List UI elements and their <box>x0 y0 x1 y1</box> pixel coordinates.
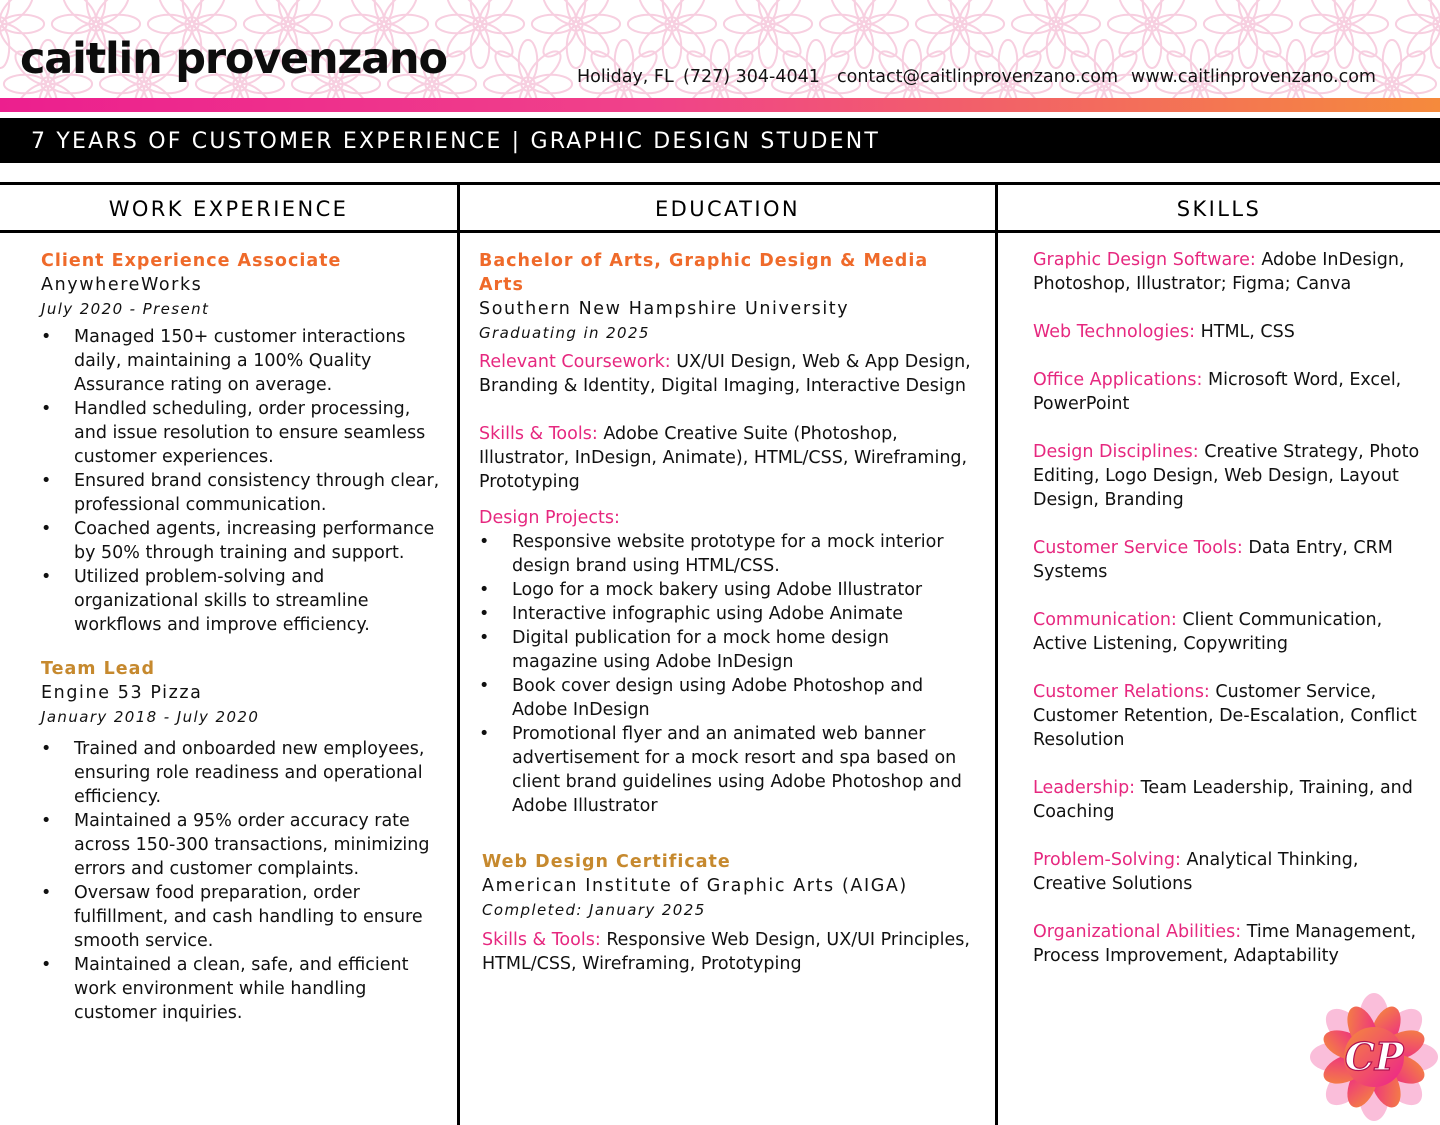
job-company: AnywhereWorks <box>41 275 203 295</box>
degree-tools <box>479 422 979 494</box>
flower-icon <box>1396 0 1440 68</box>
job-title: Client Experience Associate <box>41 251 342 271</box>
skill-value: Adobe InDesign, Photoshop, Illustrator; Figma; Canva <box>1033 250 1405 294</box>
degree-dates: Graduating in 2025 <box>479 324 650 342</box>
education-column <box>479 249 979 976</box>
skill-label: Leadership: <box>1033 778 1136 798</box>
tools-label: Skills & Tools: <box>482 930 601 950</box>
certificate-title: Web Design Certificate <box>482 852 731 872</box>
skill-group <box>1033 680 1428 752</box>
column-divider-right <box>995 182 998 1125</box>
skill-value: Data Entry, CRM Systems <box>1033 538 1393 582</box>
skill-label: Communication: <box>1033 610 1177 630</box>
skill-label: Problem-Solving: <box>1033 850 1181 870</box>
skill-value: Customer Service, Customer Retention, De-Escalation, Conflict Resolution <box>1033 682 1417 750</box>
flower-icon <box>1012 0 1100 68</box>
cp-monogram-logo <box>1310 993 1438 1121</box>
column-divider-left <box>457 182 460 1125</box>
job-title: Team Lead <box>41 659 155 679</box>
job-dates: January 2018 - July 2020 <box>41 708 260 726</box>
skill-value: Analytical Thinking, Creative Solutions <box>1033 850 1359 894</box>
work-experience-heading: WORK EXPERIENCE <box>108 197 349 221</box>
job-bullets <box>41 325 446 637</box>
header-gradient-bar <box>0 98 1440 112</box>
skill-label: Web Technologies: <box>1033 322 1196 342</box>
contact-phone[interactable]: (727) 304-4041 <box>683 67 820 87</box>
skill-label: Design Disciplines: <box>1033 442 1199 462</box>
skill-group <box>1033 776 1428 824</box>
job-bullets <box>41 737 446 1025</box>
projects-list <box>479 530 979 818</box>
skill-label: Customer Service Tools: <box>1033 538 1243 558</box>
list-item: • Trained and onboarded new employees, ensuring role readiness and operational efficiency. <box>41 737 446 809</box>
list-item: • Oversaw food preparation, order fulfillment, and cash handling to ensure smooth service. <box>41 881 446 953</box>
skill-label: Office Applications: <box>1033 370 1203 390</box>
coursework-value: UX/UI Design, Web & App Design, Branding & Identity, Digital Imaging, Interactive Design <box>479 352 971 396</box>
skill-group <box>1033 848 1428 896</box>
flower-icon <box>916 0 1004 68</box>
degree-entry <box>479 249 979 818</box>
certificate-entry <box>479 850 979 976</box>
tools-label: Skills & Tools: <box>479 424 598 444</box>
tools-value: Adobe Creative Suite (Photoshop, Illustrator, InDesign, Animate), HTML/CSS, Wireframing, Prototyping <box>479 424 968 492</box>
job-entry <box>41 657 446 1025</box>
flower-icon <box>1300 0 1388 68</box>
list-item: • Book cover design using Adobe Photoshop and Adobe InDesign <box>479 674 979 722</box>
skill-group <box>1033 368 1428 416</box>
skills-column <box>1033 248 1428 992</box>
skill-group <box>1033 248 1428 296</box>
skill-value: Microsoft Word, Excel, PowerPoint <box>1033 370 1402 414</box>
flower-icon <box>532 0 620 68</box>
coursework <box>479 350 979 398</box>
list-item: • Interactive infographic using Adobe Animate <box>479 602 979 626</box>
certificate-dates: Completed: January 2025 <box>482 901 706 919</box>
skill-value: Team Leadership, Training, and Coaching <box>1033 778 1413 822</box>
contact-email[interactable]: contact@caitlinprovenzano.com <box>837 67 1119 87</box>
list-item: • Promotional flyer and an animated web banner advertisement for a mock resort and spa based on client brand guidelines using Adobe Photoshop and Adobe Illustrator <box>479 722 979 818</box>
flower-icon <box>1108 0 1196 68</box>
contact-location: Holiday, FL <box>577 67 674 87</box>
skills-heading: SKILLS <box>1176 197 1262 221</box>
flower-icon <box>724 0 812 68</box>
flower-icon <box>484 40 572 98</box>
degree-title: Bachelor of Arts, Graphic Design & Media Arts <box>479 251 929 295</box>
job-company: Engine 53 Pizza <box>41 683 203 703</box>
list-item: • Logo for a mock bakery using Adobe Illustrator <box>479 578 979 602</box>
headline-banner <box>0 118 1440 163</box>
list-item: • Maintained a 95% order accuracy rate across 150-300 transactions, minimizing errors and customer complaints. <box>41 809 446 881</box>
list-item: • Managed 150+ customer interactions daily, maintaining a 100% Quality Assurance rating on average. <box>41 325 446 397</box>
skill-value: Time Management, Process Improvement, Adaptability <box>1033 922 1417 966</box>
flower-icon <box>820 0 908 68</box>
skill-value: Creative Strategy, Photo Editing, Logo Design, Web Design, Layout Design, Branding <box>1033 442 1420 510</box>
job-dates: July 2020 - Present <box>41 300 210 318</box>
list-item: • Maintained a clean, safe, and efficient work environment while handling customer inquiries. <box>41 953 446 1025</box>
certificate-tools <box>482 928 979 976</box>
skill-group <box>1033 536 1428 584</box>
list-item: • Responsive website prototype for a mock interior design brand using HTML/CSS. <box>479 530 979 578</box>
list-item: • Utilized problem-solving and organizational skills to streamline workflows and improve efficiency. <box>41 565 446 637</box>
flower-icon <box>436 0 524 68</box>
skill-group <box>1033 320 1428 344</box>
list-item: • Handled scheduling, order processing, and issue resolution to ensure seamless customer experiences. <box>41 397 446 469</box>
list-item: • Coached agents, increasing performance by 50% through training and support. <box>41 517 446 565</box>
education-heading: EDUCATION <box>654 197 801 221</box>
skill-group <box>1033 440 1428 512</box>
column-top-rule <box>0 182 1440 185</box>
skill-value: HTML, CSS <box>1200 322 1295 342</box>
logo-monogram: CP <box>1344 1034 1404 1079</box>
tools-value: Responsive Web Design, UX/UI Principles, HTML/CSS, Wireframing, Prototyping <box>482 930 970 974</box>
skill-value: Client Communication, Active Listening, Copywriting <box>1033 610 1383 654</box>
skill-label: Graphic Design Software: <box>1033 250 1256 270</box>
skill-group <box>1033 920 1428 968</box>
certificate-school: American Institute of Graphic Arts (AIGA) <box>482 876 908 896</box>
contact-website[interactable]: www.caitlinprovenzano.com <box>1131 67 1376 87</box>
candidate-name: caitlin provenzano <box>20 34 447 84</box>
headline-text: 7 YEARS OF CUSTOMER EXPERIENCE | GRAPHIC DESIGN STUDENT <box>31 129 881 154</box>
list-item: • Ensured brand consistency through clear, professional communication. <box>41 469 446 517</box>
column-header-rule <box>0 230 1440 233</box>
flower-icon <box>1204 0 1292 68</box>
degree-school: Southern New Hampshire University <box>479 299 850 319</box>
flower-icon <box>628 0 716 68</box>
work-experience-column <box>41 249 446 1025</box>
coursework-label: Relevant Coursework: <box>479 352 671 372</box>
list-item: • Digital publication for a mock home design magazine using Adobe InDesign <box>479 626 979 674</box>
skill-label: Customer Relations: <box>1033 682 1210 702</box>
skill-label: Organizational Abilities: <box>1033 922 1242 942</box>
projects-label: Design Projects: <box>479 508 620 528</box>
job-entry <box>41 249 446 637</box>
skill-group <box>1033 608 1428 656</box>
